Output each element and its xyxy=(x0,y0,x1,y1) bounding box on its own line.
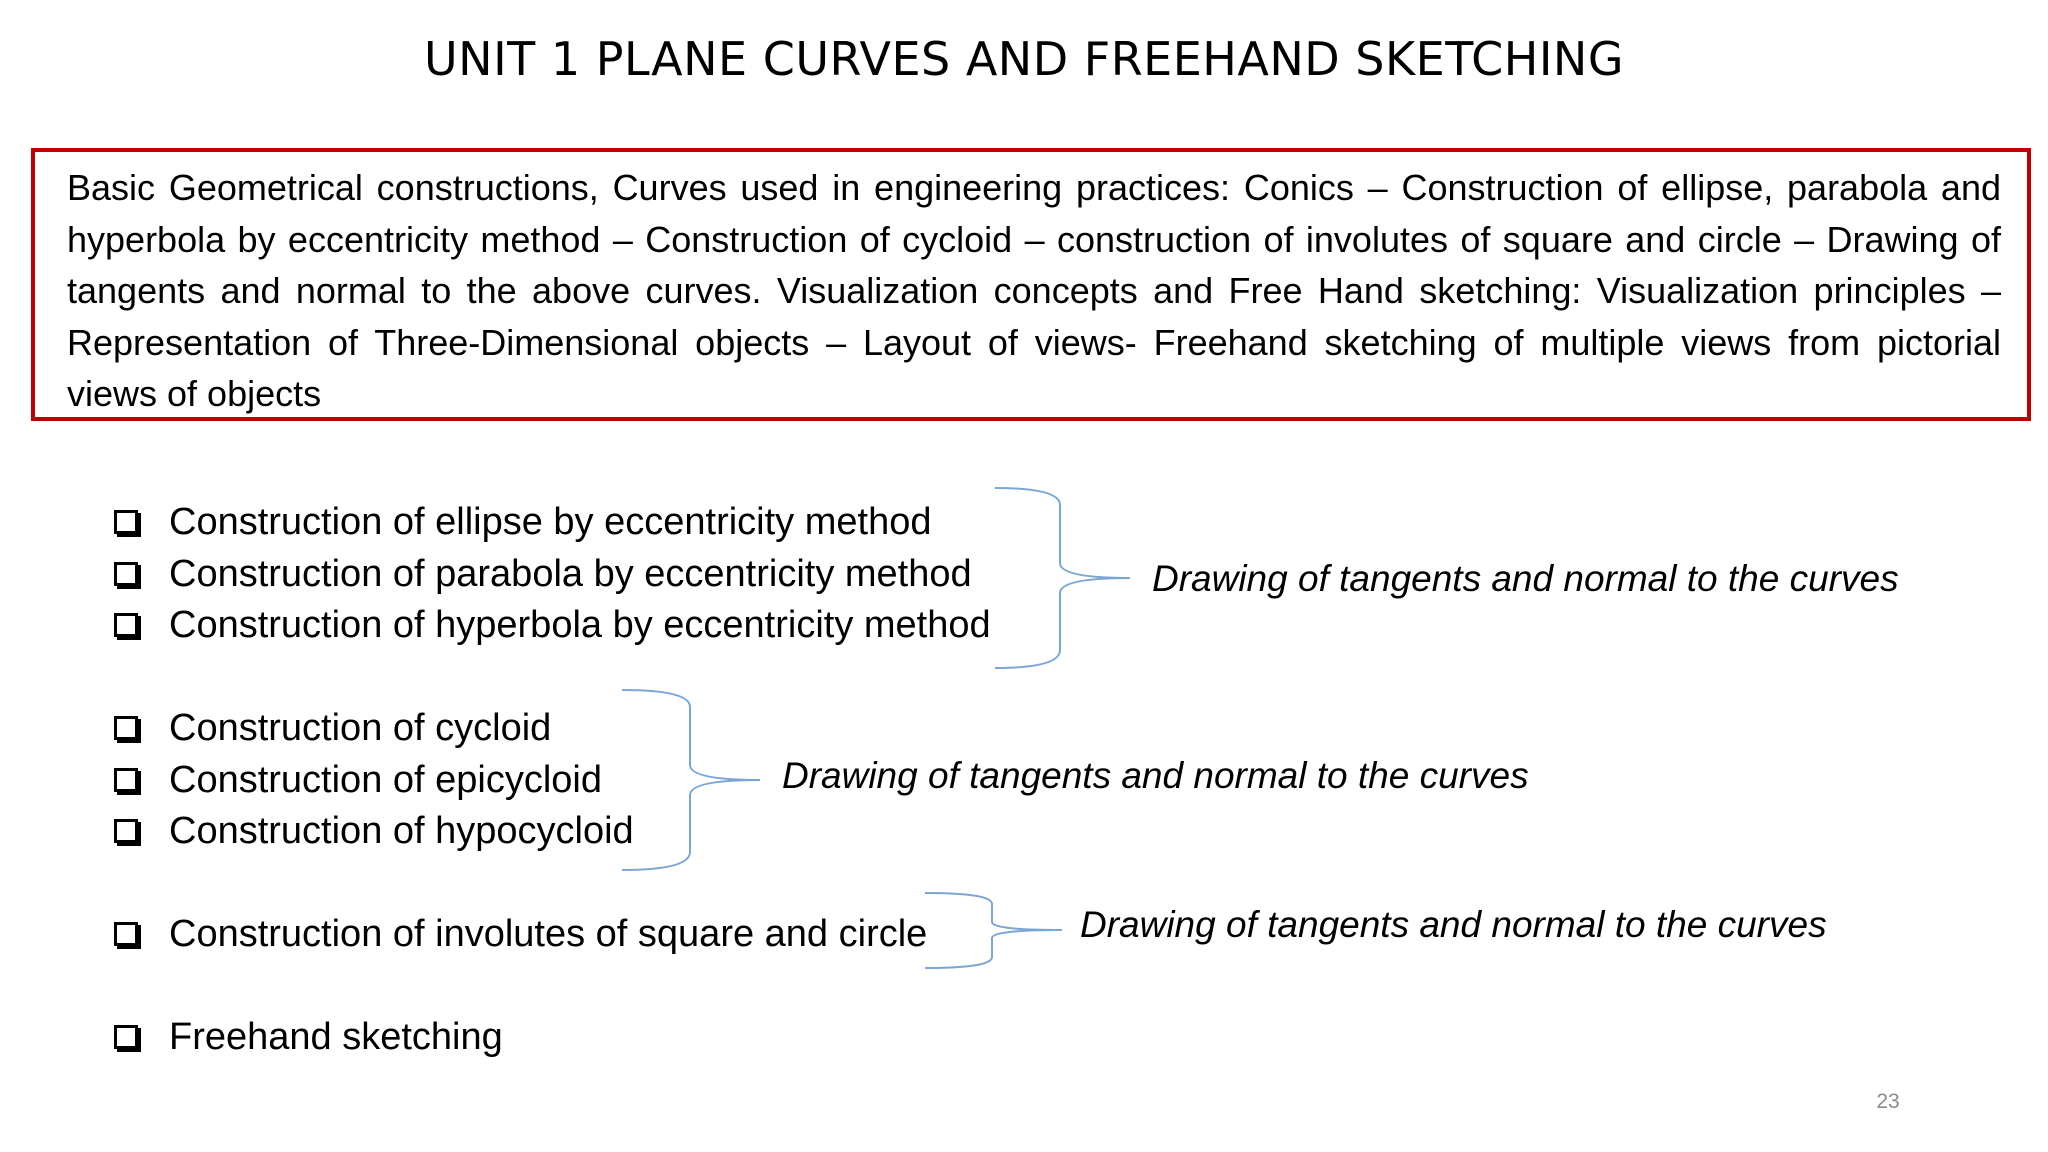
syllabus-text: Basic Geometrical constructions, Curves used in engineering practices: Conics – Construction of ellipse, parabola and hyperbola by eccentricity method – Construction of cycloid – construction of involutes of square and circle – Drawing of tangents and normal to the above curves. Visualization concepts and Free Hand sketching: Visualization principles –Representation of Three-Dimensional objects – Layout of views- Freehand sketching of multiple views from pictorial views of objects xyxy=(67,167,2001,414)
group-note: Drawing of tangents and normal to the curves xyxy=(782,755,1529,796)
right-brace-icon xyxy=(925,893,1062,968)
group-note: Drawing of tangents and normal to the curves xyxy=(1080,904,1827,945)
group-note: Drawing of tangents and normal to the curves xyxy=(1152,558,1899,599)
page-number: 23 xyxy=(1876,1090,1900,1113)
list-item-text: Construction of epicycloid xyxy=(169,758,602,801)
right-brace-icon xyxy=(995,488,1130,668)
list-item-text: Construction of ellipse by eccentricity method xyxy=(169,500,932,543)
list-item-text: Construction of cycloid xyxy=(169,706,552,749)
list-item-text: Construction of involutes of square and circle xyxy=(169,912,928,955)
list-item-text: Freehand sketching xyxy=(169,1015,503,1058)
list-item-text: Construction of hypocycloid xyxy=(169,809,634,852)
slide-title: UNIT 1 PLANE CURVES AND FREEHAND SKETCHING xyxy=(424,32,1624,86)
list-item-text: Construction of parabola by eccentricity method xyxy=(169,552,972,595)
list-item-text: Construction of hyperbola by eccentricity method xyxy=(169,603,991,646)
right-brace-icon xyxy=(622,690,760,870)
